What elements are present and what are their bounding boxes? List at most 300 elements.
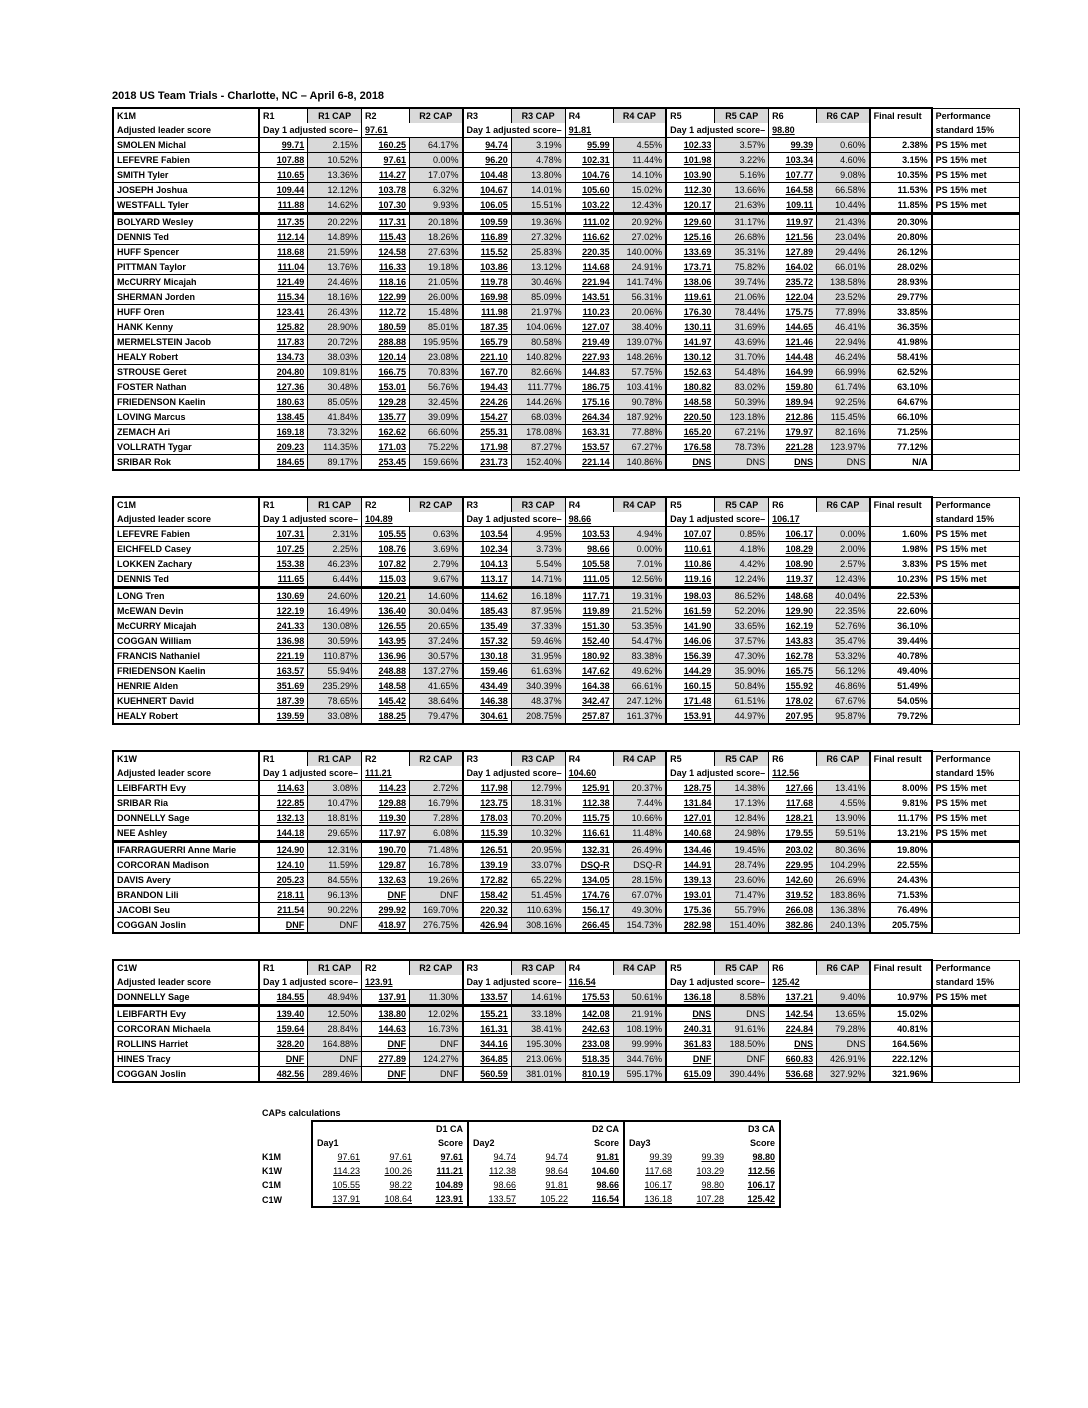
adjusted-leader-score-label: Adjusted leader score bbox=[113, 512, 259, 527]
run-score-cell: 660.83 bbox=[769, 1052, 817, 1067]
run-cap-cell: 14.01% bbox=[511, 183, 565, 198]
run-cap-cell: 17.07% bbox=[410, 168, 463, 183]
run-column-header: R1 bbox=[259, 751, 308, 766]
leader-score-value: 97.61 bbox=[362, 123, 463, 138]
run-score-cell: 253.45 bbox=[362, 455, 410, 471]
run-column-header: R3 bbox=[463, 497, 512, 512]
caps-value-cell: 99.39 bbox=[701, 1152, 724, 1162]
athlete-name-cell: LEIBFARTH Evy bbox=[113, 1006, 259, 1022]
run-cap-cell: 7.44% bbox=[613, 796, 666, 811]
run-score-cell: 304.61 bbox=[463, 709, 512, 725]
caps-score-header-line2: Score bbox=[593, 1138, 619, 1148]
run-score-cell: 106.05 bbox=[463, 198, 512, 214]
run-cap-cell: DNF bbox=[308, 1052, 362, 1067]
run-cap-cell: 3.19% bbox=[511, 138, 565, 153]
run-score-cell: 151.30 bbox=[565, 619, 613, 634]
performance-status-cell bbox=[932, 440, 1020, 455]
run-cap-cell: 7.01% bbox=[613, 557, 666, 572]
run-cap-cell: 64.17% bbox=[410, 138, 463, 153]
caps-value-cell: 106.17 bbox=[624, 1178, 676, 1192]
run-cap-cell: 3.69% bbox=[410, 542, 463, 557]
run-score-cell: 111.04 bbox=[259, 260, 308, 275]
leader-score-value: 98.80 bbox=[769, 123, 870, 138]
run-score-cell: 137.21 bbox=[769, 990, 817, 1006]
run-score-cell: DNS bbox=[666, 455, 715, 471]
run-cap-cell: 195.30% bbox=[511, 1037, 565, 1052]
run-cap-cell: 344.76% bbox=[613, 1052, 666, 1067]
cap-column-header: R2 CAP bbox=[410, 751, 463, 766]
cap-column-header: R3 CAP bbox=[511, 497, 565, 512]
run-score-cell: 112.38 bbox=[565, 796, 613, 811]
run-score-cell: 111.65 bbox=[259, 572, 308, 588]
run-cap-cell: 41.84% bbox=[308, 410, 362, 425]
run-cap-cell: 15.02% bbox=[613, 183, 666, 198]
run-cap-cell: 38.64% bbox=[410, 694, 463, 709]
run-score-cell: 198.03 bbox=[666, 588, 715, 604]
run-cap-cell: 137.27% bbox=[410, 664, 463, 679]
run-score-cell: 235.72 bbox=[769, 275, 817, 290]
run-score-cell: 112.14 bbox=[259, 230, 308, 245]
run-score-cell: 105.58 bbox=[565, 557, 613, 572]
table-row bbox=[113, 138, 1020, 153]
final-result-cell: 36.10% bbox=[870, 619, 932, 634]
run-cap-cell: 28.84% bbox=[308, 1022, 362, 1037]
run-score-cell: 233.08 bbox=[565, 1037, 613, 1052]
run-cap-cell: 99.99% bbox=[613, 1037, 666, 1052]
run-score-cell: DNF bbox=[259, 918, 308, 934]
run-score-cell: 103.53 bbox=[565, 527, 613, 542]
caps-score-header-line2: Score bbox=[437, 1138, 463, 1148]
run-cap-cell: 95.87% bbox=[817, 709, 870, 725]
run-cap-cell: 12.02% bbox=[410, 1006, 463, 1022]
table-row bbox=[113, 425, 1020, 440]
run-cap-cell: 12.56% bbox=[613, 572, 666, 588]
table-row bbox=[113, 888, 1020, 903]
performance-status-cell: PS 15% met bbox=[932, 572, 1020, 588]
caps-value-cell: 97.61 bbox=[312, 1150, 364, 1164]
run-score-cell: 164.99 bbox=[769, 365, 817, 380]
run-cap-cell: 12.84% bbox=[715, 811, 769, 826]
athlete-name-cell: DENNIS Ted bbox=[113, 572, 259, 588]
athlete-name-cell: HEALY Robert bbox=[113, 709, 259, 725]
run-score-cell: 98.66 bbox=[565, 542, 613, 557]
run-cap-cell: 12.12% bbox=[308, 183, 362, 198]
run-cap-cell: 159.66% bbox=[410, 455, 463, 471]
run-cap-cell: 27.63% bbox=[410, 245, 463, 260]
performance-status-cell bbox=[932, 230, 1020, 245]
final-result-cell: 22.53% bbox=[870, 588, 932, 604]
spreadsheet-page bbox=[112, 90, 1020, 1208]
table-row bbox=[113, 572, 1020, 588]
run-score-cell: 288.88 bbox=[362, 335, 410, 350]
leader-score-value: 116.54 bbox=[565, 975, 666, 990]
run-cap-cell: 111.77% bbox=[511, 380, 565, 395]
run-cap-cell: 24.46% bbox=[308, 275, 362, 290]
athlete-name-cell: IFARRAGUERRI Anne Marie bbox=[113, 842, 259, 858]
final-result-cell: 71.53% bbox=[870, 888, 932, 903]
run-cap-cell: 20.37% bbox=[613, 781, 666, 796]
run-score-cell: 207.95 bbox=[769, 709, 817, 725]
athlete-name-cell: COGGAN Joslin bbox=[113, 1067, 259, 1083]
run-cap-cell: 14.38% bbox=[715, 781, 769, 796]
run-score-cell: 127.01 bbox=[666, 811, 715, 826]
run-score-cell: 123.75 bbox=[463, 796, 512, 811]
run-cap-cell: 4.60% bbox=[817, 153, 870, 168]
run-cap-cell: 80.58% bbox=[511, 335, 565, 350]
run-score-cell: 123.41 bbox=[259, 305, 308, 320]
run-score-cell: 154.27 bbox=[463, 410, 512, 425]
performance-status-cell: PS 15% met bbox=[932, 138, 1020, 153]
run-cap-cell: DNS bbox=[817, 455, 870, 471]
run-cap-cell: 22.94% bbox=[817, 335, 870, 350]
run-cap-cell: 2.00% bbox=[817, 542, 870, 557]
run-cap-cell: 144.26% bbox=[511, 395, 565, 410]
run-score-cell: 95.99 bbox=[565, 138, 613, 153]
run-score-cell: 104.48 bbox=[463, 168, 512, 183]
page-title: 2018 US Team Trials - Charlotte, NC – April 6-8, 2018 bbox=[112, 90, 385, 102]
performance-standard-header: Performance standard 15% bbox=[932, 751, 1020, 781]
run-cap-cell: 29.44% bbox=[817, 245, 870, 260]
run-cap-cell: 75.22% bbox=[410, 440, 463, 455]
run-score-cell: 180.59 bbox=[362, 320, 410, 335]
caps-value-cell: 98.66 bbox=[468, 1178, 520, 1192]
run-cap-cell: 21.59% bbox=[308, 245, 362, 260]
run-score-cell: 165.75 bbox=[769, 664, 817, 679]
run-cap-cell: 55.79% bbox=[715, 903, 769, 918]
run-score-cell: 221.28 bbox=[769, 440, 817, 455]
run-score-cell: 125.82 bbox=[259, 320, 308, 335]
performance-status-cell bbox=[932, 380, 1020, 395]
run-score-cell: 264.34 bbox=[565, 410, 613, 425]
caps-day-header: Day2 bbox=[468, 1136, 520, 1150]
run-cap-cell: 59.51% bbox=[817, 826, 870, 842]
performance-status-cell: PS 15% met bbox=[932, 796, 1020, 811]
run-score-cell: 106.17 bbox=[769, 527, 817, 542]
run-score-cell: 97.61 bbox=[362, 153, 410, 168]
day-adjusted-score-label: Day 1 adjusted score– bbox=[463, 975, 566, 990]
run-score-cell: 122.04 bbox=[769, 290, 817, 305]
run-cap-cell: 28.74% bbox=[715, 858, 769, 873]
run-column-header: R2 bbox=[362, 108, 410, 123]
run-score-cell: 128.75 bbox=[666, 781, 715, 796]
cap-column-header: R6 CAP bbox=[817, 497, 870, 512]
run-score-cell: 132.13 bbox=[259, 811, 308, 826]
leader-score-value: 104.60 bbox=[565, 766, 666, 781]
final-result-cell: 28.93% bbox=[870, 275, 932, 290]
run-score-cell: 109.44 bbox=[259, 183, 308, 198]
run-score-cell: 129.28 bbox=[362, 395, 410, 410]
performance-status-cell: PS 15% met bbox=[932, 198, 1020, 214]
table-row bbox=[113, 290, 1020, 305]
run-cap-cell: 169.70% bbox=[410, 903, 463, 918]
caps-group-spacer bbox=[624, 1121, 676, 1136]
run-score-cell: 104.67 bbox=[463, 183, 512, 198]
run-score-cell: 118.68 bbox=[259, 245, 308, 260]
run-score-cell: 126.51 bbox=[463, 842, 512, 858]
run-score-cell: 121.46 bbox=[769, 335, 817, 350]
performance-status-cell: PS 15% met bbox=[932, 542, 1020, 557]
run-cap-cell: 30.46% bbox=[511, 275, 565, 290]
athlete-name-cell: LEFEVRE Fabien bbox=[113, 153, 259, 168]
performance-status-cell: PS 15% met bbox=[932, 811, 1020, 826]
run-score-cell: 518.35 bbox=[565, 1052, 613, 1067]
run-cap-cell: 138.58% bbox=[817, 275, 870, 290]
athlete-name-cell: DONNELLY Sage bbox=[113, 990, 259, 1006]
run-cap-cell: 11.48% bbox=[613, 826, 666, 842]
run-score-cell: 144.48 bbox=[769, 350, 817, 365]
caps-score-header-line1: D2 CA bbox=[572, 1121, 624, 1136]
table-row bbox=[113, 842, 1020, 858]
run-score-cell: 810.19 bbox=[565, 1067, 613, 1083]
run-cap-cell: 13.90% bbox=[817, 811, 870, 826]
run-cap-cell: DNF bbox=[410, 1037, 463, 1052]
table-row bbox=[113, 395, 1020, 410]
run-score-cell: 116.89 bbox=[463, 230, 512, 245]
run-cap-cell: 54.47% bbox=[613, 634, 666, 649]
run-score-cell: 144.91 bbox=[666, 858, 715, 873]
run-score-cell: 257.87 bbox=[565, 709, 613, 725]
run-score-cell: 137.91 bbox=[362, 990, 410, 1006]
run-cap-cell: 4.18% bbox=[715, 542, 769, 557]
run-cap-cell: 26.00% bbox=[410, 290, 463, 305]
run-cap-cell: 46.41% bbox=[817, 320, 870, 335]
run-cap-cell: 67.07% bbox=[613, 888, 666, 903]
run-score-cell: 110.65 bbox=[259, 168, 308, 183]
caps-row bbox=[262, 1178, 780, 1192]
table-row bbox=[113, 183, 1020, 198]
run-score-cell: DNF bbox=[362, 888, 410, 903]
run-cap-cell: 0.63% bbox=[410, 527, 463, 542]
run-score-cell: 132.31 bbox=[565, 842, 613, 858]
performance-status-cell: PS 15% met bbox=[932, 168, 1020, 183]
run-cap-cell: 51.45% bbox=[511, 888, 565, 903]
run-cap-cell: 66.58% bbox=[817, 183, 870, 198]
run-cap-cell: 152.40% bbox=[511, 455, 565, 471]
caps-table bbox=[262, 1120, 781, 1208]
table-row bbox=[113, 335, 1020, 350]
run-cap-cell: 32.45% bbox=[410, 395, 463, 410]
run-cap-cell: DNS bbox=[817, 1037, 870, 1052]
performance-status-cell bbox=[932, 694, 1020, 709]
run-score-cell: 166.75 bbox=[362, 365, 410, 380]
run-score-cell: 211.54 bbox=[259, 903, 308, 918]
run-cap-cell: 87.27% bbox=[511, 440, 565, 455]
table-row bbox=[113, 918, 1020, 934]
run-score-cell: 175.16 bbox=[565, 395, 613, 410]
run-score-cell: 220.50 bbox=[666, 410, 715, 425]
run-cap-cell: 85.01% bbox=[410, 320, 463, 335]
run-cap-cell: 19.31% bbox=[613, 588, 666, 604]
run-score-cell: 218.11 bbox=[259, 888, 308, 903]
run-score-cell: 131.84 bbox=[666, 796, 715, 811]
run-cap-cell: 0.60% bbox=[817, 138, 870, 153]
column-header-row bbox=[113, 751, 1020, 766]
run-score-cell: 178.02 bbox=[769, 694, 817, 709]
run-score-cell: 116.61 bbox=[565, 826, 613, 842]
athlete-name-cell: KUEHNERT David bbox=[113, 694, 259, 709]
run-score-cell: 105.55 bbox=[362, 527, 410, 542]
run-score-cell: 146.38 bbox=[463, 694, 512, 709]
run-score-cell: 138.45 bbox=[259, 410, 308, 425]
caps-ca-score-cell: 104.89 bbox=[435, 1180, 463, 1190]
run-cap-cell: 213.06% bbox=[511, 1052, 565, 1067]
run-cap-cell: 14.60% bbox=[410, 588, 463, 604]
run-cap-cell: 16.79% bbox=[410, 796, 463, 811]
run-cap-cell: 75.82% bbox=[715, 260, 769, 275]
run-score-cell: 179.55 bbox=[769, 826, 817, 842]
run-cap-cell: 19.18% bbox=[410, 260, 463, 275]
run-score-cell: 143.83 bbox=[769, 634, 817, 649]
run-score-cell: 162.78 bbox=[769, 649, 817, 664]
run-cap-cell: 18.26% bbox=[410, 230, 463, 245]
run-cap-cell: 33.08% bbox=[308, 709, 362, 725]
run-score-cell: 116.33 bbox=[362, 260, 410, 275]
run-cap-cell: 340.39% bbox=[511, 679, 565, 694]
table-row bbox=[113, 1037, 1020, 1052]
run-cap-cell: 20.06% bbox=[613, 305, 666, 320]
run-score-cell: 242.63 bbox=[565, 1022, 613, 1037]
run-column-header: R4 bbox=[565, 751, 613, 766]
run-score-cell: 434.49 bbox=[463, 679, 512, 694]
run-cap-cell: 24.60% bbox=[308, 588, 362, 604]
run-score-cell: 124.58 bbox=[362, 245, 410, 260]
run-score-cell: 175.36 bbox=[666, 903, 715, 918]
caps-group-spacer bbox=[520, 1136, 572, 1150]
athlete-name-cell: SMITH Tyler bbox=[113, 168, 259, 183]
run-score-cell: 115.39 bbox=[463, 826, 512, 842]
caps-score-header-line1: D1 CA bbox=[416, 1121, 468, 1136]
run-score-cell: 171.48 bbox=[666, 694, 715, 709]
run-cap-cell: 3.73% bbox=[511, 542, 565, 557]
cap-column-header: R3 CAP bbox=[511, 960, 565, 975]
run-cap-cell: 3.22% bbox=[715, 153, 769, 168]
run-score-cell: 141.97 bbox=[666, 335, 715, 350]
table-row bbox=[113, 440, 1020, 455]
run-cap-cell: 289.46% bbox=[308, 1067, 362, 1083]
final-result-cell: 13.21% bbox=[870, 826, 932, 842]
run-score-cell: 117.71 bbox=[565, 588, 613, 604]
run-score-cell: 139.19 bbox=[463, 858, 512, 873]
run-score-cell: 163.57 bbox=[259, 664, 308, 679]
run-score-cell: 117.35 bbox=[259, 214, 308, 230]
run-cap-cell: 85.09% bbox=[511, 290, 565, 305]
caps-ca-score-cell: 125.42 bbox=[728, 1192, 780, 1207]
run-cap-cell: 35.31% bbox=[715, 245, 769, 260]
final-result-cell: 10.97% bbox=[870, 990, 932, 1006]
run-cap-cell: 30.59% bbox=[308, 634, 362, 649]
cap-column-header: R4 CAP bbox=[613, 497, 666, 512]
caps-day-header: Day3 bbox=[624, 1136, 676, 1150]
athlete-name-cell: COGGAN William bbox=[113, 634, 259, 649]
run-cap-cell: 124.27% bbox=[410, 1052, 463, 1067]
run-cap-cell: 84.55% bbox=[308, 873, 362, 888]
table-row bbox=[113, 365, 1020, 380]
run-score-cell: 161.31 bbox=[463, 1022, 512, 1037]
run-cap-cell: 0.00% bbox=[613, 542, 666, 557]
final-result-cell: 36.35% bbox=[870, 320, 932, 335]
run-cap-cell: 16.18% bbox=[511, 588, 565, 604]
cap-column-header: R4 CAP bbox=[613, 108, 666, 123]
table-row bbox=[113, 588, 1020, 604]
performance-status-cell: PS 15% met bbox=[932, 557, 1020, 572]
final-result-cell: 205.75% bbox=[870, 918, 932, 934]
run-cap-cell: 3.57% bbox=[715, 138, 769, 153]
run-cap-cell: 89.17% bbox=[308, 455, 362, 471]
run-score-cell: 107.25 bbox=[259, 542, 308, 557]
table-row bbox=[113, 350, 1020, 365]
run-cap-cell: 141.74% bbox=[613, 275, 666, 290]
run-score-cell: 114.62 bbox=[463, 588, 512, 604]
run-cap-cell: 4.42% bbox=[715, 557, 769, 572]
run-score-cell: 171.03 bbox=[362, 440, 410, 455]
final-result-cell: 29.77% bbox=[870, 290, 932, 305]
run-cap-cell: 71.48% bbox=[410, 842, 463, 858]
athlete-name-cell: DONNELLY Sage bbox=[113, 811, 259, 826]
run-cap-cell: 13.65% bbox=[817, 1006, 870, 1022]
run-cap-cell: 54.48% bbox=[715, 365, 769, 380]
run-score-cell: 136.96 bbox=[362, 649, 410, 664]
run-score-cell: 193.01 bbox=[666, 888, 715, 903]
final-result-cell: 26.12% bbox=[870, 245, 932, 260]
run-score-cell: 203.02 bbox=[769, 842, 817, 858]
caps-value-cell: 133.57 bbox=[468, 1192, 520, 1207]
run-cap-cell: 109.81% bbox=[308, 365, 362, 380]
leader-score-value: 123.91 bbox=[362, 975, 463, 990]
adjusted-leader-score-label: Adjusted leader score bbox=[113, 975, 259, 990]
final-result-cell: 20.30% bbox=[870, 214, 932, 230]
run-cap-cell: 12.24% bbox=[715, 572, 769, 588]
run-cap-cell: 68.03% bbox=[511, 410, 565, 425]
run-score-cell: 109.59 bbox=[463, 214, 512, 230]
athlete-name-cell: CORCORAN Madison bbox=[113, 858, 259, 873]
run-score-cell: 188.25 bbox=[362, 709, 410, 725]
run-score-cell: 155.21 bbox=[463, 1006, 512, 1022]
run-score-cell: 115.03 bbox=[362, 572, 410, 588]
run-cap-cell: 39.09% bbox=[410, 410, 463, 425]
run-score-cell: 127.66 bbox=[769, 781, 817, 796]
run-score-cell: 159.64 bbox=[259, 1022, 308, 1037]
final-result-cell: 22.55% bbox=[870, 858, 932, 873]
performance-standard-header: Performance standard 15% bbox=[932, 108, 1020, 138]
column-header-row bbox=[113, 108, 1020, 123]
table-row bbox=[113, 873, 1020, 888]
run-cap-cell: 61.63% bbox=[511, 664, 565, 679]
table-row bbox=[113, 214, 1020, 230]
final-result-cell: 222.12% bbox=[870, 1052, 932, 1067]
run-score-cell: 103.34 bbox=[769, 153, 817, 168]
run-score-cell: 187.39 bbox=[259, 694, 308, 709]
run-cap-cell: 71.47% bbox=[715, 888, 769, 903]
caps-class-label: K1W bbox=[262, 1166, 282, 1176]
run-cap-cell: 10.44% bbox=[817, 198, 870, 214]
run-cap-cell: 27.02% bbox=[613, 230, 666, 245]
run-cap-cell: 30.48% bbox=[308, 380, 362, 395]
run-cap-cell: 29.65% bbox=[308, 826, 362, 842]
run-cap-cell: 13.12% bbox=[511, 260, 565, 275]
run-cap-cell: 48.37% bbox=[511, 694, 565, 709]
caps-group-spacer bbox=[468, 1121, 520, 1136]
run-score-cell: 117.97 bbox=[362, 826, 410, 842]
run-score-cell: 224.26 bbox=[463, 395, 512, 410]
day-adjusted-score-label: Day 1 adjusted score– bbox=[259, 766, 362, 781]
run-score-cell: 319.52 bbox=[769, 888, 817, 903]
caps-row bbox=[262, 1150, 780, 1164]
run-score-cell: 116.62 bbox=[565, 230, 613, 245]
day-adjusted-score-label: Day 1 adjusted score– bbox=[463, 512, 566, 527]
run-cap-cell: 15.51% bbox=[511, 198, 565, 214]
run-score-cell: 129.88 bbox=[362, 796, 410, 811]
run-cap-cell: 20.22% bbox=[308, 214, 362, 230]
